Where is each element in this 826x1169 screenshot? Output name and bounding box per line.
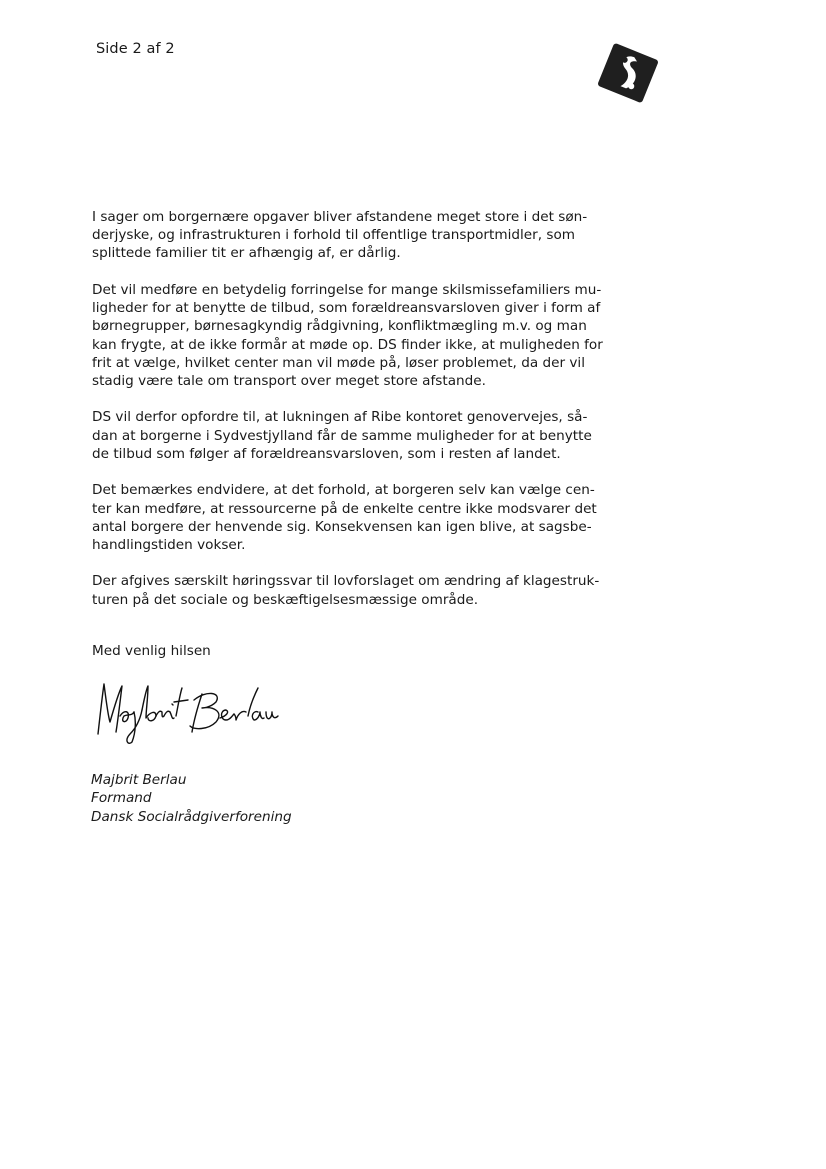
signer-organization: Dansk Socialrådgiverforening [91, 808, 292, 825]
ds-logo-icon [596, 40, 660, 106]
paragraph: DS vil derfor opfordre til, at lukningen af Ribe kontoret genovervejes, så- dan at borgerne i Sydvestjylland får de samme muligheder for at benytte de tilbud som følger af forældreansvarsloven, som i resten af landet. [92, 409, 592, 462]
page-number: Side 2 af 2 [96, 41, 175, 57]
handwritten-signature [90, 676, 290, 746]
signer-title: Formand [91, 790, 152, 807]
paragraph: Det bemærkes endvidere, at det forhold, at borgeren selv kan vælge cen- ter kan medføre, at ressourcerne på de enkelte centre ikke modsvarer det antal borgere der henvende sig. Konsekvensen kan igen blive, at sagsbe- handlingstiden vokser. [92, 482, 597, 553]
paragraph: Det vil medføre en betydelig forringelse for mange skilsmissefamiliers mu- ligheder for at benytte de tilbud, som forældreansvarsloven giver i form af børnegrupper, børnesagkyndig rådgivning, konfliktmægling m.v. og man kan frygte, at de ikke formår at møde op. DS finder ikke, at muligheden for frit at vælge, hvilket center man vil møde på, løser problemet, da der vil stadig være tale om transport over meget store afstande. [92, 281, 603, 389]
paragraph: Der afgives særskilt høringssvar til lovforslaget om ændring af klagestruk- turen på det sociale og beskæftigelsesmæssige område. [92, 573, 600, 608]
letter-body [92, 208, 637, 627]
signer-name: Majbrit Berlau [91, 772, 187, 788]
closing-greeting: Med venlig hilsen [92, 643, 211, 659]
paragraph: I sager om borgernære opgaver bliver afstandene meget store i det søn- derjyske, og infrastrukturen i forhold til offentlige transportmidler, som splittede familier tit er afhængig af, er dårlig. [92, 209, 588, 262]
signature-block [91, 771, 292, 826]
